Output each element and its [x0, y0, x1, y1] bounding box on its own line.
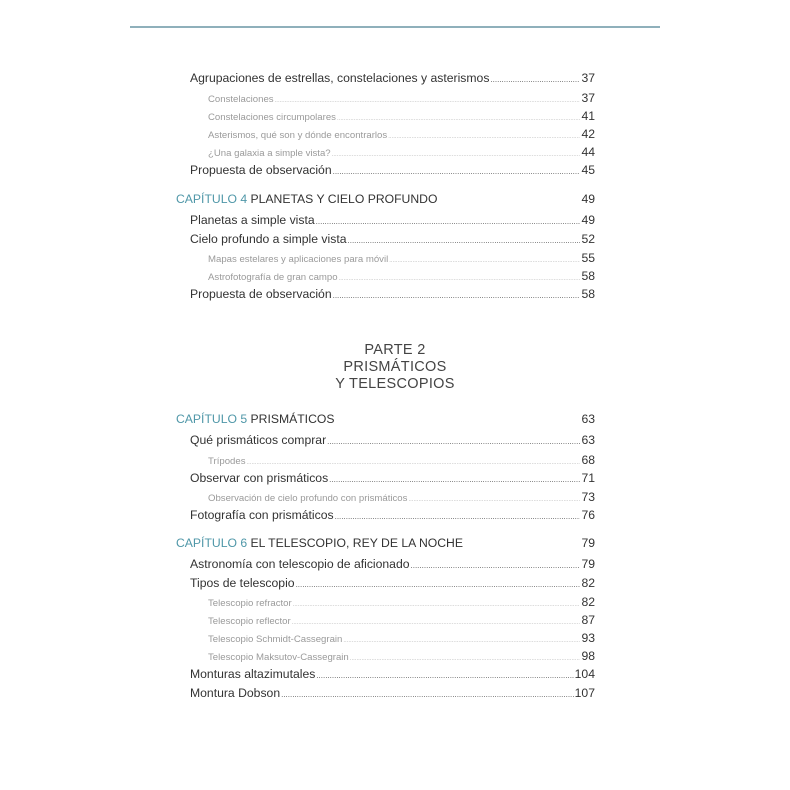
toc-entry-page: 37: [581, 91, 595, 105]
toc-entry[interactable]: [176, 471, 595, 485]
toc-entry-page: 68: [581, 453, 595, 467]
toc-entry-title: Astronomía con telescopio de aficionado: [190, 557, 410, 571]
toc-entry[interactable]: [176, 127, 595, 141]
toc-entry-page: 82: [581, 576, 595, 590]
toc-entry-title: Constelaciones: [208, 94, 274, 105]
leader-dots: [275, 98, 581, 104]
toc-entry[interactable]: [176, 91, 595, 105]
leader-dots: [337, 116, 580, 122]
toc-entry-page: 63: [581, 433, 595, 447]
toc-entry-title: Trípodes: [208, 456, 246, 467]
toc-entry-page: 104: [574, 667, 595, 681]
toc-entry-page: 79: [581, 557, 595, 571]
leader-dots: [332, 152, 581, 158]
toc-entry-page: 82: [581, 595, 595, 609]
leader-dots: [339, 276, 581, 282]
toc-entry-title: Observación de cielo profundo con prismáticos: [208, 493, 408, 504]
toc-entry-page: 76: [581, 508, 595, 522]
toc-entry-title: Fotografía con prismáticos: [190, 508, 334, 522]
leader-dots: [296, 580, 581, 589]
toc-entry[interactable]: [176, 71, 595, 85]
chapter-label: CAPÍTULO 6: [176, 536, 248, 550]
leader-dots: [316, 217, 581, 226]
toc-entry[interactable]: [176, 145, 595, 159]
toc-entry-title: Planetas a simple vista: [190, 213, 315, 227]
toc-entry[interactable]: [176, 631, 595, 645]
toc-entry-title: ¿Una galaxia a simple vista?: [208, 148, 331, 159]
part-heading: [130, 342, 660, 393]
chapter-label: CAPÍTULO 5: [176, 412, 248, 426]
chapter-title: PRISMÁTICOS: [250, 412, 335, 426]
toc-entry-title: Telescopio reflector: [208, 616, 291, 627]
leader-dots: [247, 460, 581, 466]
toc-entry-title: Telescopio Maksutov-Cassegrain: [208, 652, 349, 663]
header-rule: [130, 26, 660, 28]
toc-entry-page: 52: [581, 232, 595, 246]
toc-entry[interactable]: [176, 453, 595, 467]
toc-entry-title: Mapas estelares y aplicaciones para móvil: [208, 254, 389, 265]
chapter-page: 63: [581, 412, 595, 426]
chapter-title: PLANETAS Y CIELO PROFUNDO: [250, 192, 438, 206]
leader-dots: [335, 512, 581, 521]
leader-dots: [281, 690, 574, 699]
toc-entry-title: Agrupaciones de estrellas, constelaciones y asterismos: [190, 71, 490, 85]
toc-entry[interactable]: [176, 667, 595, 681]
toc-entry[interactable]: [176, 232, 595, 246]
toc-entry[interactable]: [176, 649, 595, 663]
chapter-title: EL TELESCOPIO, REY DE LA NOCHE: [250, 536, 463, 550]
toc-entry-page: 45: [581, 163, 595, 177]
toc-entry[interactable]: [176, 109, 595, 123]
toc-entry-title: Montura Dobson: [190, 686, 281, 700]
leader-dots: [490, 75, 580, 84]
leader-dots: [316, 671, 573, 680]
toc-entry-page: 44: [581, 145, 595, 159]
toc-entry-page: 98: [581, 649, 595, 663]
toc-entry[interactable]: [176, 433, 595, 447]
toc-entry-title: Propuesta de observación: [190, 287, 332, 301]
toc-entry-page: 41: [581, 109, 595, 123]
toc-entry[interactable]: [176, 269, 595, 283]
leader-dots: [329, 475, 580, 484]
leader-dots: [333, 291, 581, 300]
toc-entry[interactable]: [176, 508, 595, 522]
leader-dots: [327, 437, 580, 446]
toc-entry-page: 42: [581, 127, 595, 141]
leader-dots: [293, 602, 581, 608]
part-title-line-2: Y TELESCOPIOS: [335, 376, 455, 392]
toc-entry-page: 71: [581, 471, 595, 485]
toc-entry-title: Propuesta de observación: [190, 163, 332, 177]
chapter-page: 49: [581, 192, 595, 206]
toc-entry-title: Tipos de telescopio: [190, 576, 295, 590]
chapter-heading-4[interactable]: [176, 192, 595, 206]
leader-dots: [348, 236, 581, 245]
toc-entry-title: Qué prismáticos comprar: [190, 433, 327, 447]
toc-entry[interactable]: [176, 287, 595, 301]
toc-entry-page: 37: [581, 71, 595, 85]
toc-entry-title: Telescopio Schmidt-Cassegrain: [208, 634, 343, 645]
part-title-line-1: PRISMÁTICOS: [343, 359, 447, 375]
chapter-page: 79: [581, 536, 595, 550]
toc-entry[interactable]: [176, 490, 595, 504]
toc-entry[interactable]: [176, 686, 595, 700]
toc-entry-title: Constelaciones circumpolares: [208, 112, 336, 123]
leader-dots: [292, 620, 581, 626]
leader-dots: [343, 638, 580, 644]
leader-dots: [411, 561, 581, 570]
toc-entry-title: Monturas altazimutales: [190, 667, 316, 681]
toc-entry[interactable]: [176, 213, 595, 227]
toc-entry-title: Observar con prismáticos: [190, 471, 329, 485]
toc-entry-title: Telescopio refractor: [208, 598, 292, 609]
toc-entry-page: 93: [581, 631, 595, 645]
toc-entry-page: 55: [581, 251, 595, 265]
toc-entry-page: 58: [581, 287, 595, 301]
toc-entry-page: 87: [581, 613, 595, 627]
toc-entry-page: 107: [574, 686, 595, 700]
toc-entry[interactable]: [176, 251, 595, 265]
toc-entry[interactable]: [176, 557, 595, 571]
chapter-label: CAPÍTULO 4: [176, 192, 248, 206]
leader-dots: [333, 167, 581, 176]
leader-dots: [350, 656, 581, 662]
part-number: PARTE 2: [364, 342, 426, 358]
leader-dots: [388, 134, 580, 140]
toc-entry-page: 58: [581, 269, 595, 283]
toc-entry-title: Asterismos, qué son y dónde encontrarlos: [208, 130, 388, 141]
toc-entry-title: Cielo profundo a simple vista: [190, 232, 347, 246]
leader-dots: [408, 497, 580, 503]
toc-entry[interactable]: [176, 576, 595, 590]
toc-entry[interactable]: [176, 613, 595, 627]
toc-entry[interactable]: [176, 163, 595, 177]
toc-entry-page: 73: [581, 490, 595, 504]
leader-dots: [389, 258, 580, 264]
chapter-heading-6[interactable]: [176, 536, 595, 550]
toc-entry-title: Astrofotografía de gran campo: [208, 272, 338, 283]
toc-entry[interactable]: [176, 595, 595, 609]
chapter-heading-5[interactable]: [176, 412, 595, 426]
toc-entry-page: 49: [581, 213, 595, 227]
